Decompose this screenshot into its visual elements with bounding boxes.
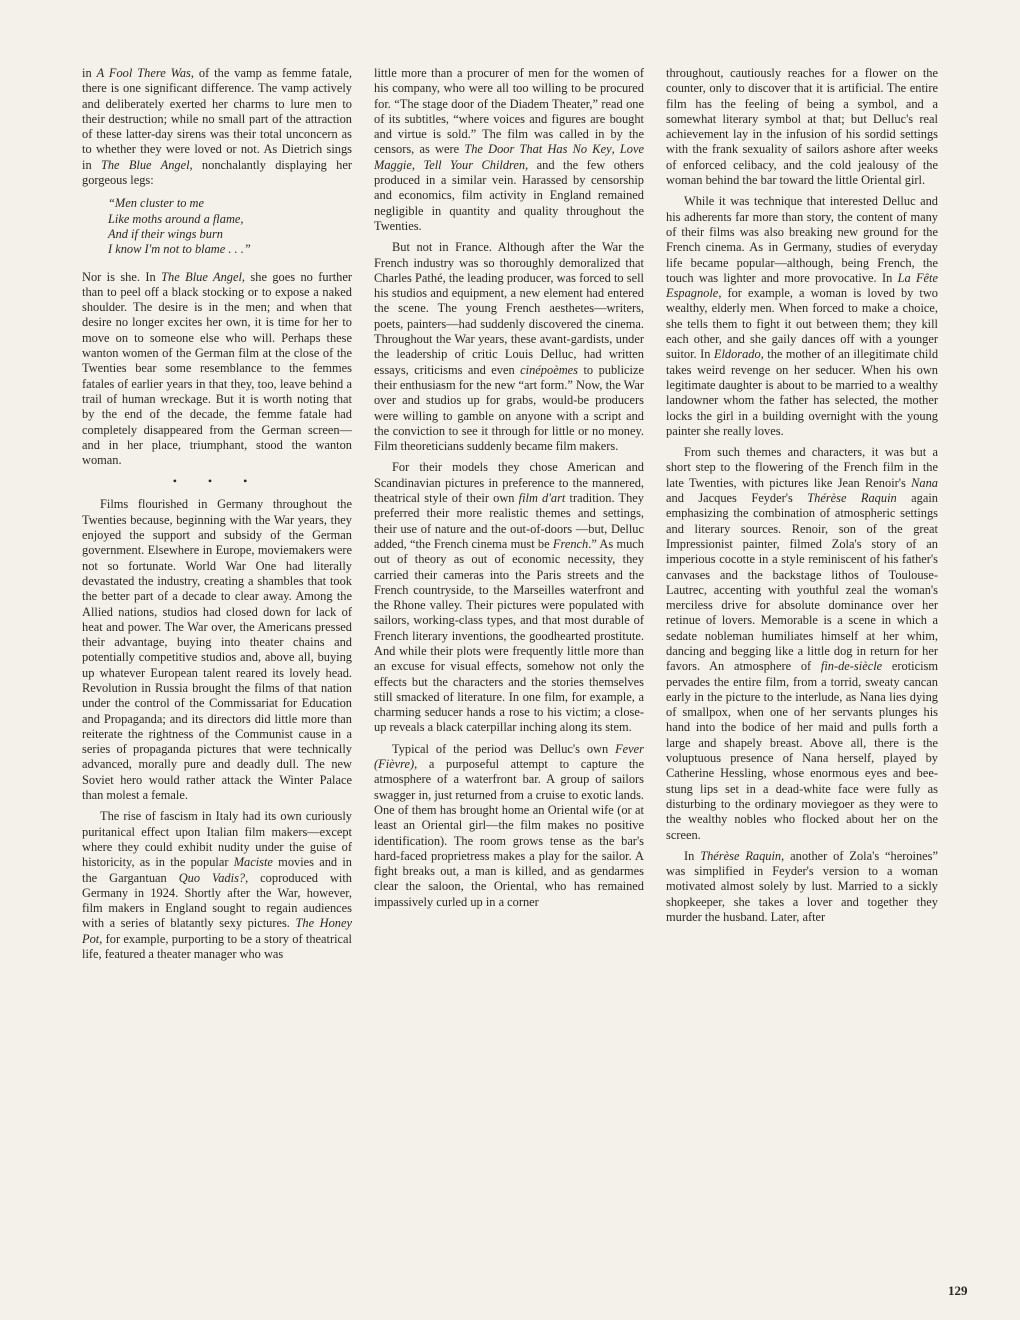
paragraph: For their models they chose American and Scandinavian pictures in preference to the mannered, theatrical style of their own film d'art tradition. They preferred their more realistic themes and settings, their use of nature and the out-of-doors —but, Delluc added, “the French cinema must be French.” As much out of theory as out of economic necessity, they carried their cameras into the Paris streets and the French countryside, to the Marseilles waterfront and the Rhone valley. Their pictures were populated with sailors, working-class types, and that most durable of French literary inventions, the goodhearted prostitute. And while their plots were frequently little more than an excuse for visual effects, somehow not only the effects but the characters and the stories themselves still smacked of literature. In one film, for example, a charming seducer hands a rose to his victim; a close-up reveals a black caterpillar inching along its stem.	[374, 460, 644, 735]
paragraph: In Thérèse Raquin, another of Zola's “heroines” was simplified in Feyder's version to a woman motivated almost solely by lust. Married to a sickly shopkeeper, she takes a lover and together they murder the husband. Later, after	[666, 848, 938, 925]
column-3	[666, 66, 938, 1306]
page-number: 129	[948, 1283, 968, 1298]
paragraph: little more than a procurer of men for the women of his company, who were all too willing to be procured for. “The stage door of the Diadem Theater,” read one of its subtitles, “where voices and figures are bought and virtue is sold.” The film was called in by the censors, as were The Door That Has No Key, Love Maggie, Tell Your Children, and the few others produced in a similar vein. Harassed by censorship and economics, film activity in England remained negligible in quantity and quality throughout the Twenties.	[374, 66, 644, 233]
italic-title: Maciste	[233, 855, 273, 870]
italic-title: The Blue Angel	[161, 269, 242, 284]
paragraph: Nor is she. In The Blue Angel, she goes no further than to peel off a black stocking or to expose a naked shoulder. The desire is in the men; and when that desire no longer excites her own, it is time for her to move on to someone else who will. Perhaps these wanton women of the German film at the close of the Twenties bear some resemblance to the femmes fatales of earlier years in that they, too, leave behind a trail of human wreckage. But it is worth noting that by the end of the decade, the femme fatale had completely disappeared from the German screen—and in her place, triumphant, stood the wanton woman.	[82, 269, 352, 468]
italic-title: Thérèse Raquin	[807, 491, 897, 506]
italic-title: cinépoèmes	[520, 362, 578, 377]
paragraph: throughout, cautiously reaches for a flower on the counter, only to discover that it is artificial. The entire film has the feeling of being a symbol, and a somewhat literary symbol at that; but Delluc's real achievement lay in the infusion of his sordid settings with the frank sexuality of sailors ashore after weeks of enforced celibacy, and the cold jealousy of the woman behind the bar toward the little Oriental girl.	[666, 66, 938, 188]
verse-line: “Men cluster to me	[108, 196, 205, 211]
italic-title: The Honey Pot	[82, 916, 352, 946]
italic-title: Thérèse Raquin	[700, 848, 782, 863]
paragraph: Typical of the period was Delluc's own Fever (Fièvre), a purposeful attempt to capture the atmosphere of a waterfront bar. A group of sailors swagger in, just returned from a cruise to exotic lands. One of them has brought home an Oriental wife (or at least an Oriental girl—the film makes no positive identification). The room grows tense as the bar's hard-faced proprietress makes a play for the sailor. A fight breaks out, a man is killed, and as gendarmes clear the saloon, the Oriental, who has remained impassively curled up in a corner	[374, 741, 644, 909]
section-break: • • •	[172, 474, 262, 489]
book-page	[82, 66, 938, 1306]
italic-title: Quo Vadis?	[178, 870, 246, 885]
paragraph: From such themes and characters, it was but a short step to the flowering of the French film in the late Twenties, with pictures like Jean Renoir's Nana and Jacques Feyder's Thérèse Raquin again emphasizing the combination of atmospheric settings and literary sources. Renoir, son of the great Impressionist painter, filmed Zola's story of an imperious cocotte in a style reminiscent of his father's canvases and the backstage lithos of Toulouse-Lautrec, accenting with youthful zeal the woman's merciless drive for absolute dominance over her retinue of lovers. Memorable is a scene in which a sedate nobleman humiliates himself at her whim, dancing and begging like a little dog in return for her favors. An atmosphere of fin-de-siècle eroticism pervades the entire film, from a torrid, sweaty cancan early in the picture to the interlude, as Nana lies dying of smallpox, when one of her servants plunges his hand into the bodice of her maid and pulls forth a large and shapely breast. Above all, there is the voluptuous presence of Nana herself, played by Catherine Hessling, whose enormous eyes and bee-stung lips set in a dead-white face were fully as disturbing to the ordinary moviegoer as they were to the wealthy nobles who flocked about her on the screen.	[666, 445, 938, 842]
italic-title: film d'art	[518, 491, 566, 506]
italic-title: Eldorado	[713, 347, 761, 362]
italic-title: French	[552, 536, 589, 551]
italic-title: La Fête Espagnole	[666, 270, 938, 301]
verse-line: I know I'm not to blame . . .”	[108, 242, 251, 257]
italic-title: Love Maggie	[374, 142, 644, 172]
italic-title: Tell Your Children	[423, 157, 526, 172]
column-1	[82, 66, 352, 1306]
verse-line: And if their wings burn	[108, 226, 223, 241]
italic-title: The Blue Angel	[100, 157, 190, 172]
column-2	[374, 66, 644, 1306]
paragraph: The rise of fascism in Italy had its own curiously puritanical effect upon Italian film makers—except where they could exhibit nudity under the guise of historicity, as in the popular Maciste movies and in the Gargantuan Quo Vadis?, coproduced with Germany in 1924. Shortly after the War, however, film makers in England sought to regain audiences with a series of blatantly sexy pictures. The Honey Pot, for example, purporting to be a story of theatrical life, featured a theater manager who was	[82, 809, 352, 962]
italic-title: A Fool There Was	[96, 66, 191, 80]
italic-title: fin-de-siècle	[820, 659, 883, 674]
paragraph: But not in France. Although after the War the French industry was so thoroughly demoralized that Charles Pathé, the leading producer, was forced to sell his studios and equipment, a new element had entered the scene. The young French aesthetes—writers, poets, painters—had suddenly discovered the cinema. Throughout the War years, these avant-gardists, under the leadership of critic Louis Delluc, had written essays, criticisms and even cinépoèmes to publicize their enthusiasm for the new “art form.” Now, the War over and studios up for grabs, would-be producers were willing to gamble on anyone with a script and the conviction to see it through for little or no money. Film theoreticians suddenly became film makers.	[374, 240, 644, 454]
italic-title: Fever (Fièvre)	[374, 741, 644, 772]
verse-line: Like moths around a flame,	[108, 211, 244, 226]
song-verse	[108, 196, 352, 257]
paragraph: Films flourished in Germany throughout the Twenties because, beginning with the War years, they enjoyed the support and subsidy of the German government. Elsewhere in Europe, moviemakers were not so fortunate. World War One had literally devastated the industry, creating a shambles that took the better part of a decade to clear away. Among the Allied nations, studios had closed down for lack of heat and power. The War over, the Americans pressed their advantage, buying into theater chains and potentially competitive studios and, above all, buying up whatever European talent reared its lovely head. Revolution in Russia brought the films of that nation under the control of the Commissariat for Education and Propaganda; and its directors did little more than reiterate the rightness of the Communist cause in a series of propaganda pictures that were technically advanced, morally pure and deadly dull. The new Soviet hero would rather attack the Winter Palace than molest a female.	[82, 497, 352, 803]
italic-title: The Door That Has No Key	[464, 142, 612, 157]
italic-title: Nana	[911, 475, 938, 490]
paragraph: While it was technique that interested Delluc and his adherents far more than story, the content of many of their films was also breaking new ground for the French cinema. As in Germany, studies of everyday life became popular—although, being French, the touch was lighter and more provocative. In La Fête Espagnole, for example, a woman is loved by two wealthy, elderly men. When forced to make a choice, she tells them to fight it out between them; they kill each other, and she gaily dances off with a younger suitor. In Eldorado, the mother of an illegitimate child takes weird revenge on her seducer. When his own legitimate daughter is about to be married to a wealthy landowner whom the father has selected, the mother locks the girl in a building overnight with the young painter she really loves.	[666, 194, 938, 438]
paragraph: in A Fool There Was, of the vamp as femme fatale, there is one significant difference. The vamp actively and deliberately exerted her charms to lure men to their destruction; while no small part of the attraction of these latter-day sirens was their total unconcern as to whether they were loved or not. As Dietrich sings in The Blue Angel, nonchalantly displaying her gorgeous legs:	[82, 66, 352, 188]
